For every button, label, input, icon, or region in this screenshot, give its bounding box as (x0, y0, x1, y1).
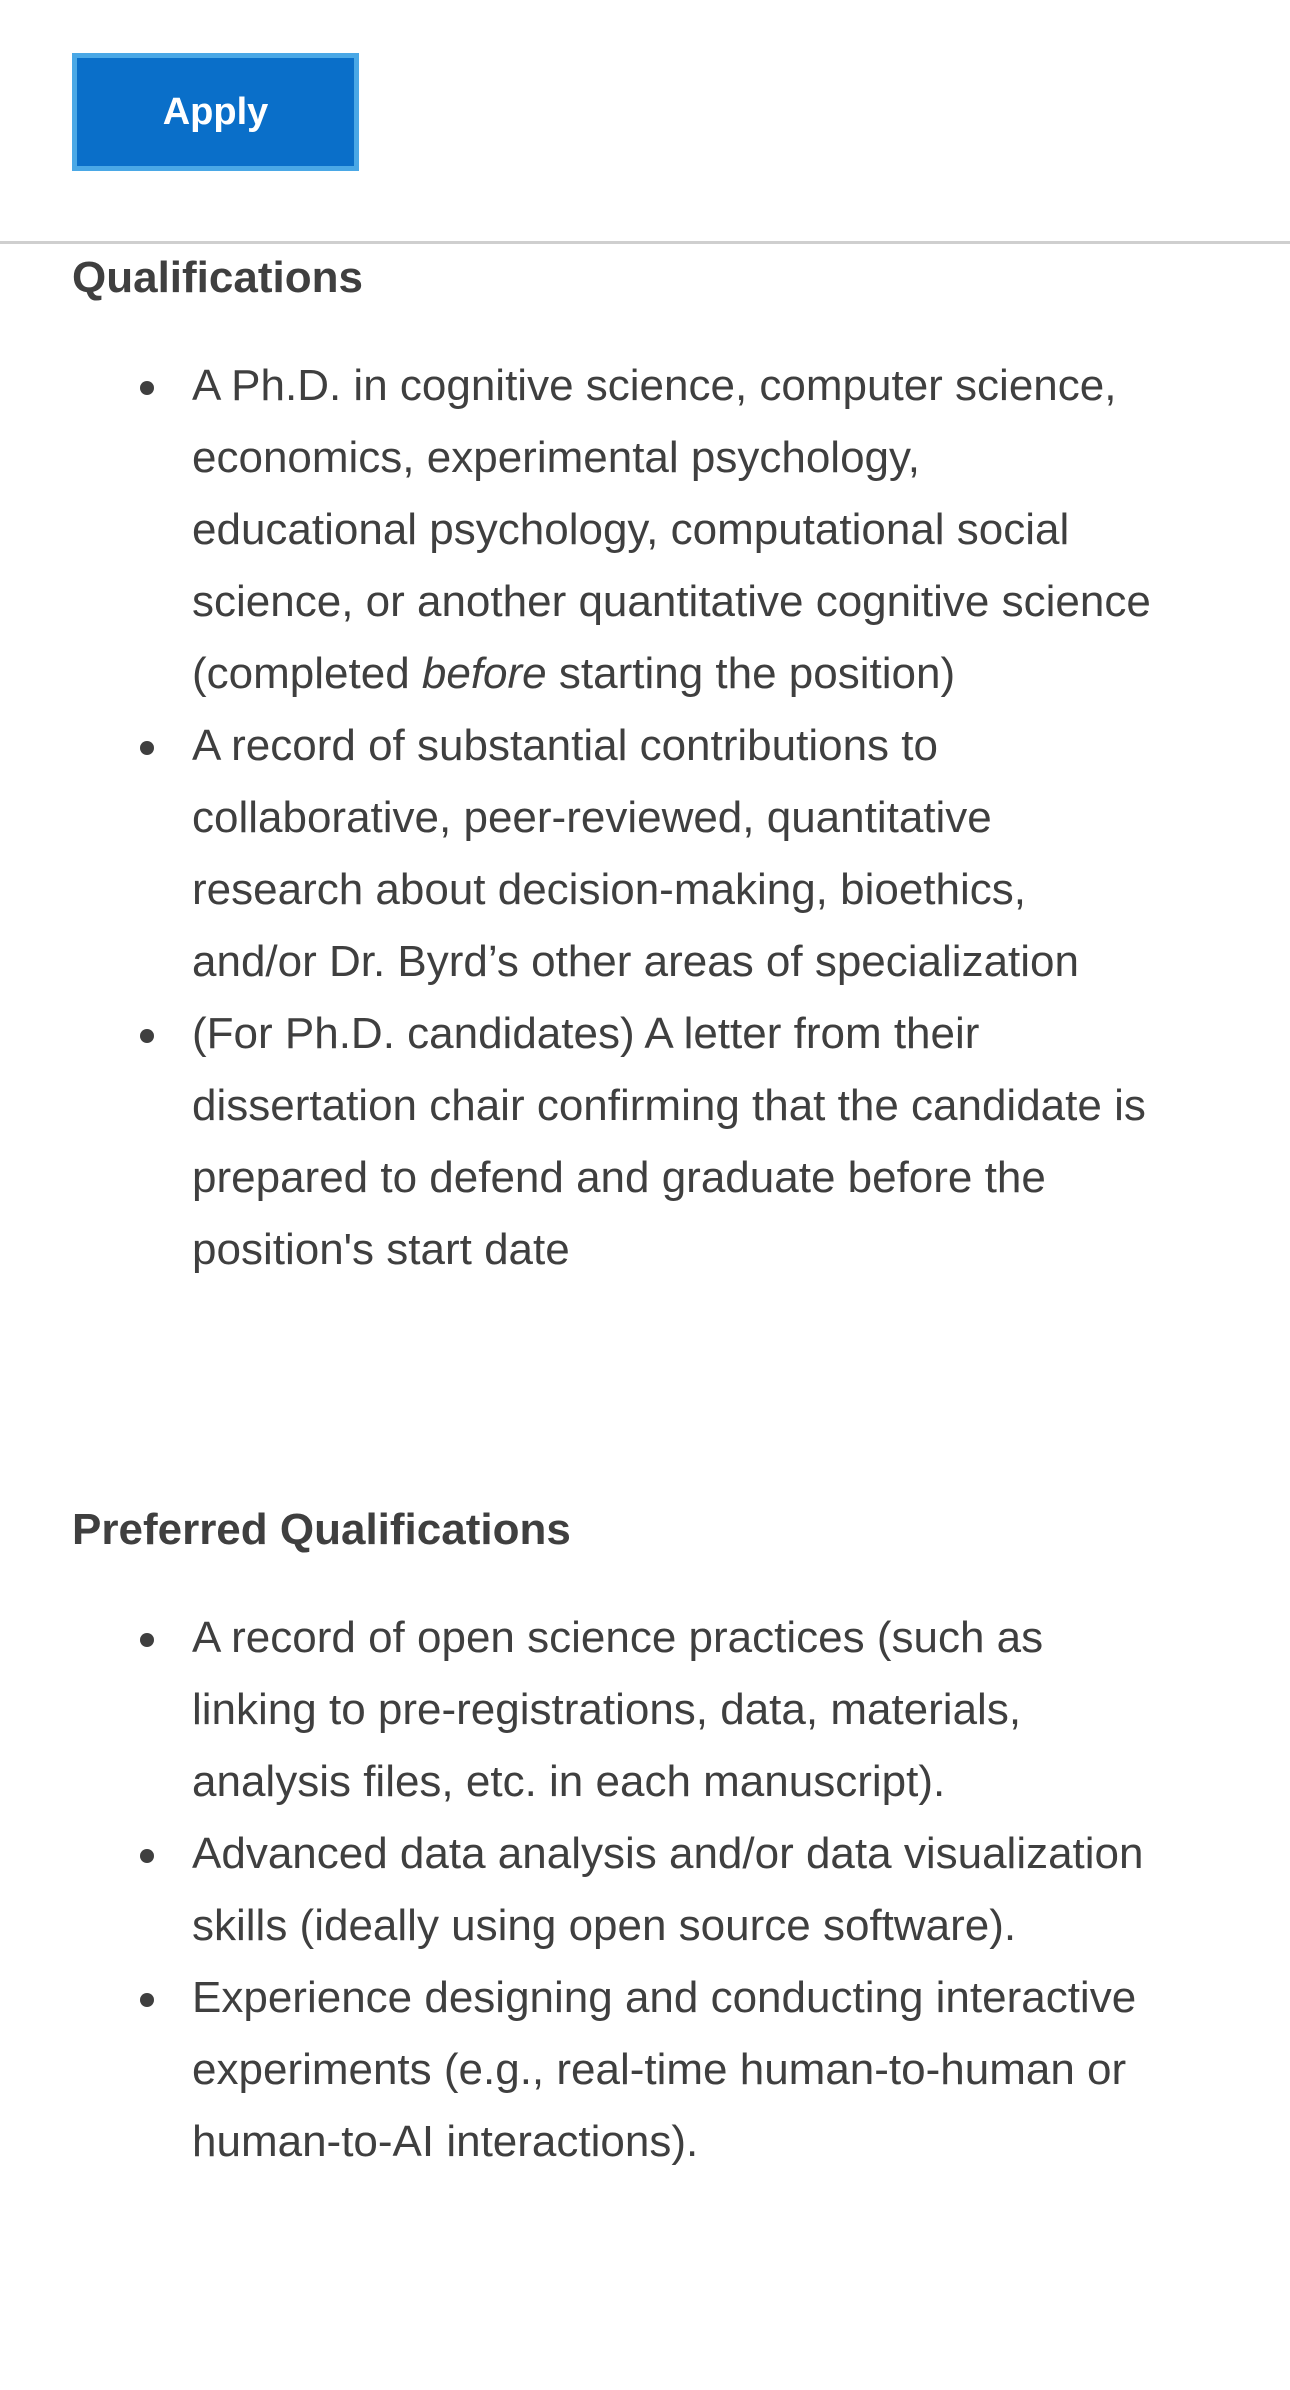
list-item (72, 350, 1152, 710)
list-item-text: (For Ph.D. candidates) A letter from their dissertation chair confirming that the candidate is prepared to defend and graduate before the position's start date (192, 1009, 1146, 1274)
list-item-text: A Ph.D. in cognitive science, computer science, economics, experimental psychology, educational psychology, computational social science, or another quantitative cognitive science (completed (192, 361, 1151, 698)
list-item (72, 1602, 1152, 1818)
list-item-emphasis: before (421, 649, 547, 698)
bullet-icon (140, 1849, 154, 1863)
list-item-text: Advanced data analysis and/or data visualization skills (ideally using open source software). (192, 1829, 1144, 1950)
apply-button[interactable]: Apply (72, 53, 359, 171)
bullet-icon (140, 381, 154, 395)
bullet-icon (140, 1633, 154, 1647)
list-item-text: Experience designing and conducting interactive experiments (e.g., real-time human-to-human or human-to-AI interactions). (192, 1973, 1137, 2166)
qualifications-list (72, 350, 1222, 1286)
bullet-icon (140, 741, 154, 755)
list-item (72, 1962, 1152, 2178)
top-bar (0, 0, 1290, 244)
list-item-text: starting the position) (546, 649, 956, 698)
bullet-icon (140, 1993, 154, 2007)
preferred-qualifications-heading: Preferred Qualifications (72, 1505, 571, 1554)
list-item-text: A record of open science practices (such as linking to pre-registrations, data, materials, analysis files, etc. in each manuscript). (192, 1613, 1044, 1806)
list-item (72, 1818, 1152, 1962)
list-item (72, 998, 1152, 1286)
preferred-qualifications-list (72, 1602, 1222, 2178)
list-item-text: A record of substantial contributions to collaborative, peer-reviewed, quantitative research about decision-making, bioethics, and/or Dr. Byrd’s other areas of specialization (192, 721, 1079, 986)
list-item (72, 710, 1152, 998)
qualifications-heading: Qualifications (72, 253, 363, 302)
bullet-icon (140, 1029, 154, 1043)
